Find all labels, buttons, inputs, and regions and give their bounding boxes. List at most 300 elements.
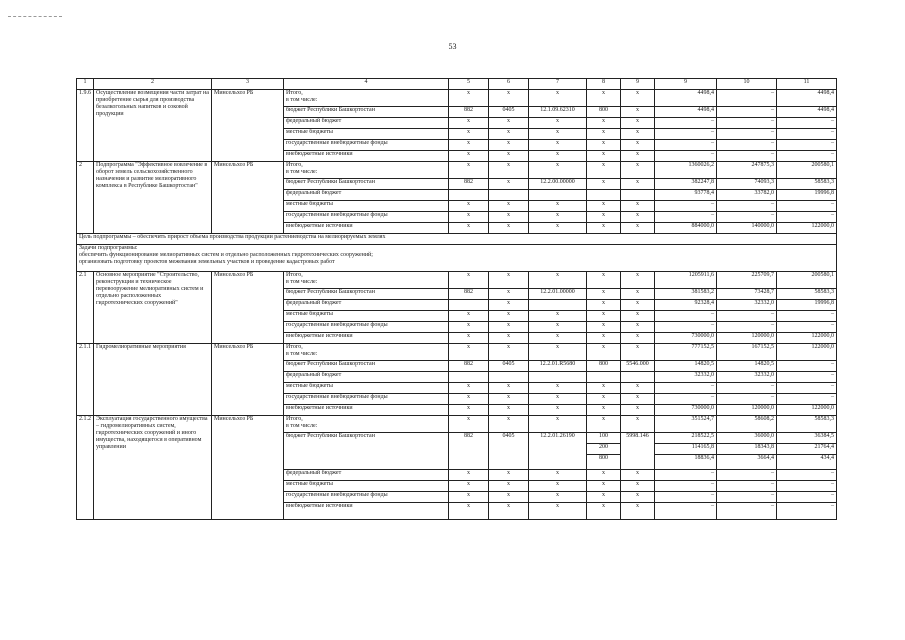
table-cell: федеральный бюджет: [284, 372, 449, 383]
table-cell: –: [717, 212, 777, 223]
table-cell: местные бюджеты: [284, 201, 449, 212]
table-cell: x: [489, 311, 529, 322]
table-cell: x: [621, 394, 655, 405]
goal-row: [77, 234, 837, 245]
table-cell: x: [489, 492, 529, 503]
table-cell: x: [621, 212, 655, 223]
header-row: [77, 79, 837, 90]
table-cell: x: [587, 140, 621, 151]
table-cell: x: [449, 470, 489, 481]
table-cell: 200: [587, 444, 621, 455]
table-cell: 4498,4: [777, 90, 837, 107]
table-cell: x: [587, 481, 621, 492]
table-cell: бюджет Республики Башкортостан: [284, 433, 449, 470]
table-cell: x: [449, 322, 489, 333]
table-cell: 4498,4: [655, 90, 717, 107]
table-cell: x: [449, 311, 489, 322]
table-cell: –: [717, 322, 777, 333]
table-cell: x: [449, 90, 489, 107]
table-cell: x: [449, 416, 489, 433]
header-cell: 9: [621, 79, 655, 90]
table-cell: x: [449, 162, 489, 179]
table-cell: –: [777, 322, 837, 333]
table-cell: 167152,5: [717, 344, 777, 361]
table-cell: –: [777, 481, 837, 492]
table-cell: x: [621, 405, 655, 416]
table-cell: –: [777, 151, 837, 162]
table-cell: x: [489, 140, 529, 151]
table-cell: x: [621, 416, 655, 433]
table-cell: 12.1.09.62310: [529, 107, 587, 118]
table-cell: бюджет Республики Башкортостан: [284, 107, 449, 118]
table-cell: –: [717, 383, 777, 394]
header-cell: 9: [655, 79, 717, 90]
item-name: Подпрограмма "Эффективное вовлечение в оборот земель сельскохозяйственного назначения и развитие мелиоративного комплекса в Республике Башкортостан": [94, 162, 212, 234]
table-cell: 58608,2: [717, 416, 777, 433]
table-row: [77, 416, 837, 433]
table-cell: –: [717, 481, 777, 492]
header-cell: 10: [717, 79, 777, 90]
table-cell: x: [621, 344, 655, 361]
item-number: 2.1: [77, 272, 94, 344]
table-cell: федеральный бюджет: [284, 300, 449, 311]
table-cell: x: [489, 503, 529, 520]
table-cell: x: [489, 223, 529, 234]
table-cell: 777152,5: [655, 344, 717, 361]
table-cell: –: [655, 503, 717, 520]
table-cell: 200580,1: [777, 162, 837, 179]
table-cell: x: [529, 118, 587, 129]
table-cell: –: [717, 470, 777, 481]
table-cell: x: [489, 481, 529, 492]
table-cell: –: [655, 311, 717, 322]
table-cell: 800: [587, 107, 621, 118]
table-cell: 58583,3: [777, 289, 837, 300]
table-cell: государственные внебюджетные фонды: [284, 140, 449, 151]
table-cell: x: [621, 272, 655, 289]
table-cell: –: [655, 118, 717, 129]
table-cell: 800: [587, 455, 621, 470]
table-cell: –: [717, 311, 777, 322]
table-cell: x: [621, 333, 655, 344]
table-cell: x: [449, 140, 489, 151]
table-cell: x: [587, 322, 621, 333]
table-cell: x: [489, 179, 529, 190]
table-cell: 32332,0: [655, 372, 717, 383]
table-cell: x: [449, 405, 489, 416]
table-cell: x: [489, 90, 529, 107]
table-row: [77, 90, 837, 107]
table-cell: 200580,1: [777, 272, 837, 289]
table-cell: –: [717, 151, 777, 162]
tasks-text: Задачи подпрограммы: обеспечить функционирование мелиоративных систем и отдельно расположенных гидротехнических сооружений; организовать подготовку проектов межевания земельных участков и проведение кадастровых работ: [77, 245, 837, 272]
table-cell: x: [529, 151, 587, 162]
table-cell: x: [529, 140, 587, 151]
table-cell: 882: [449, 433, 489, 470]
table-cell: x: [587, 333, 621, 344]
header-cell: 8: [587, 79, 621, 90]
table-cell: –: [777, 503, 837, 520]
table-cell: 351524,7: [655, 416, 717, 433]
table-cell: внебюджетные источники: [284, 151, 449, 162]
table-cell: 73428,7: [717, 289, 777, 300]
table-cell: [587, 190, 621, 201]
table-cell: x: [621, 223, 655, 234]
table-row: [77, 272, 837, 289]
table-cell: –: [655, 383, 717, 394]
table-cell: –: [717, 140, 777, 151]
table-cell: x: [587, 300, 621, 311]
table-cell: x: [587, 470, 621, 481]
table-cell: –: [655, 470, 717, 481]
table-cell: 14820,5: [655, 361, 717, 372]
item-executor: Минсельхоз РБ: [212, 90, 284, 162]
table-cell: –: [777, 201, 837, 212]
table-cell: x: [529, 470, 587, 481]
table-cell: x: [529, 503, 587, 520]
table-cell: x: [449, 151, 489, 162]
item-executor: Минсельхоз РБ: [212, 416, 284, 520]
table-cell: 32332,0: [717, 372, 777, 383]
table-cell: 114165,8: [655, 444, 717, 455]
budget-table: [76, 78, 837, 520]
table-cell: x: [489, 344, 529, 361]
header-cell: 1: [77, 79, 94, 90]
table-cell: x: [529, 481, 587, 492]
table-cell: 18836,4: [655, 455, 717, 470]
item-number: 2: [77, 162, 94, 234]
table-cell: 381583,2: [655, 289, 717, 300]
table-cell: x: [621, 311, 655, 322]
table-cell: 882: [449, 179, 489, 190]
table-cell: 0405: [489, 107, 529, 118]
table-cell: 247875,3: [717, 162, 777, 179]
header-cell: 6: [489, 79, 529, 90]
table-cell: 36384,5: [777, 433, 837, 444]
table-row: [77, 344, 837, 361]
table-cell: x: [489, 151, 529, 162]
item-name: Осуществление возмещения части затрат на приобретение сырья для производства безалкогольных напитков и соковой продукции: [94, 90, 212, 162]
item-name: Основное мероприятие "Строительство, реконструкция и техническое перевооружение мелиоративных систем и отдельно расположенных гидротехнических сооружений": [94, 272, 212, 344]
table-cell: x: [621, 107, 655, 118]
table-cell: –: [717, 118, 777, 129]
table-cell: 120000,0: [717, 405, 777, 416]
table-cell: x: [587, 416, 621, 433]
table-cell: 19996,8: [777, 190, 837, 201]
table-cell: Итого, в том числе:: [284, 416, 449, 433]
table-cell: 5998.146: [621, 433, 655, 470]
table-cell: x: [587, 394, 621, 405]
table-cell: 18343,8: [717, 444, 777, 455]
table-cell: –: [777, 372, 837, 383]
table-cell: x: [529, 492, 587, 503]
table-cell: x: [587, 405, 621, 416]
table-cell: x: [621, 492, 655, 503]
table-cell: 4498,4: [777, 107, 837, 118]
table-cell: 12.2.01.R5680: [529, 361, 587, 372]
table-cell: x: [621, 118, 655, 129]
table-cell: x: [449, 333, 489, 344]
table-cell: x: [529, 90, 587, 107]
table-cell: x: [529, 333, 587, 344]
header-cell: 7: [529, 79, 587, 90]
table-cell: 800: [587, 361, 621, 372]
table-cell: x: [529, 394, 587, 405]
table-cell: 0405: [489, 361, 529, 372]
table-cell: x: [449, 503, 489, 520]
table-cell: 100: [587, 433, 621, 444]
table-cell: x: [621, 129, 655, 140]
table-cell: –: [655, 394, 717, 405]
table-cell: x: [587, 503, 621, 520]
table-cell: 12.2.00.00000: [529, 179, 587, 190]
table-cell: [489, 372, 529, 383]
table-cell: x: [529, 223, 587, 234]
table-cell: [621, 190, 655, 201]
table-cell: x: [449, 118, 489, 129]
table-cell: –: [717, 107, 777, 118]
table-cell: 434,4: [777, 455, 837, 470]
corner-scribble: [8, 16, 62, 18]
table-cell: 882: [449, 107, 489, 118]
page-number: 53: [448, 42, 457, 51]
table-cell: –: [717, 394, 777, 405]
table-cell: x: [587, 118, 621, 129]
table-cell: x: [529, 162, 587, 179]
table-cell: –: [777, 470, 837, 481]
table-cell: 140000,0: [717, 223, 777, 234]
table-cell: x: [489, 383, 529, 394]
table-cell: 1360026,2: [655, 162, 717, 179]
table-cell: x: [489, 162, 529, 179]
table-cell: x: [587, 383, 621, 394]
table-cell: 33782,0: [717, 190, 777, 201]
table-cell: внебюджетные источники: [284, 223, 449, 234]
table-cell: 120000,0: [717, 333, 777, 344]
table-cell: местные бюджеты: [284, 481, 449, 492]
table-cell: [529, 190, 587, 201]
table-cell: –: [777, 129, 837, 140]
table-cell: x: [621, 300, 655, 311]
table-cell: 12.2.01.26190: [529, 433, 587, 470]
table-cell: внебюджетные источники: [284, 333, 449, 344]
table-cell: –: [777, 361, 837, 372]
header-cell: 2: [94, 79, 212, 90]
table-cell: 122000,0: [777, 344, 837, 361]
table-cell: –: [717, 201, 777, 212]
table-cell: x: [489, 129, 529, 140]
table-cell: [489, 190, 529, 201]
table-cell: бюджет Республики Башкортостан: [284, 289, 449, 300]
item-name: Эксплуатация государственного имущества – гидромелиоративных систем, гидротехнических сооружений и иного имущества, находящегося в оперативном управлении: [94, 416, 212, 520]
table-cell: x: [529, 129, 587, 140]
table-cell: x: [621, 289, 655, 300]
table-cell: федеральный бюджет: [284, 118, 449, 129]
table-cell: 225709,7: [717, 272, 777, 289]
table-cell: x: [621, 322, 655, 333]
table-cell: 382247,8: [655, 179, 717, 190]
table-cell: x: [489, 470, 529, 481]
table-cell: федеральный бюджет: [284, 190, 449, 201]
table-cell: 1205911,6: [655, 272, 717, 289]
table-cell: x: [449, 212, 489, 223]
table-cell: 122000,0: [777, 223, 837, 234]
table-cell: –: [717, 90, 777, 107]
table-cell: x: [587, 179, 621, 190]
table-cell: 93778,4: [655, 190, 717, 201]
table-cell: 730000,0: [655, 333, 717, 344]
header-cell: 3: [212, 79, 284, 90]
table-cell: 74093,3: [717, 179, 777, 190]
table-cell: –: [655, 492, 717, 503]
table-cell: x: [529, 322, 587, 333]
table-cell: 882: [449, 289, 489, 300]
table-cell: x: [529, 212, 587, 223]
table-cell: x: [587, 151, 621, 162]
table-cell: Итого, в том числе:: [284, 272, 449, 289]
table-cell: 0405: [489, 433, 529, 470]
table-cell: –: [777, 212, 837, 223]
table-cell: федеральный бюджет: [284, 470, 449, 481]
table-cell: x: [529, 201, 587, 212]
table-row: [77, 162, 837, 179]
table-cell: x: [621, 481, 655, 492]
table-cell: x: [529, 383, 587, 394]
table-cell: Итого, в том числе:: [284, 162, 449, 179]
table-cell: x: [489, 416, 529, 433]
table-cell: [587, 372, 621, 383]
table-cell: x: [449, 481, 489, 492]
table-cell: 36000,0: [717, 433, 777, 444]
table-cell: x: [587, 162, 621, 179]
item-name: Гидромелиоративные мероприятия: [94, 344, 212, 416]
table-cell: x: [621, 383, 655, 394]
table-cell: x: [489, 272, 529, 289]
item-executor: Минсельхоз РБ: [212, 344, 284, 416]
table-cell: –: [777, 492, 837, 503]
table-cell: x: [529, 416, 587, 433]
table-cell: 5546.000: [621, 361, 655, 372]
table-cell: –: [717, 492, 777, 503]
table-cell: государственные внебюджетные фонды: [284, 322, 449, 333]
table-cell: –: [777, 383, 837, 394]
table-cell: x: [621, 201, 655, 212]
table-cell: x: [587, 311, 621, 322]
table-cell: x: [449, 223, 489, 234]
table-cell: –: [655, 481, 717, 492]
table-cell: x: [587, 90, 621, 107]
header-cell: 5: [449, 79, 489, 90]
table-cell: –: [655, 322, 717, 333]
table-cell: x: [489, 118, 529, 129]
table-cell: x: [529, 272, 587, 289]
table-cell: x: [587, 289, 621, 300]
table-cell: x: [587, 201, 621, 212]
table-cell: x: [449, 201, 489, 212]
tasks-row: [77, 245, 837, 272]
table-cell: 58583,3: [777, 416, 837, 433]
table-cell: местные бюджеты: [284, 129, 449, 140]
table-cell: x: [621, 179, 655, 190]
table-cell: x: [449, 272, 489, 289]
table-cell: x: [587, 212, 621, 223]
table-cell: x: [449, 129, 489, 140]
table-cell: –: [717, 129, 777, 140]
table-cell: x: [621, 140, 655, 151]
table-cell: x: [587, 492, 621, 503]
table-cell: 882: [449, 361, 489, 372]
table-cell: [449, 190, 489, 201]
goal-text: Цель подпрограммы – обеспечить прирост объема производства продукции растениеводства на мелиорируемых землях: [77, 234, 837, 245]
table-cell: x: [587, 223, 621, 234]
table-cell: внебюджетные источники: [284, 405, 449, 416]
table-cell: 4498,4: [655, 107, 717, 118]
table-cell: 21764,4: [777, 444, 837, 455]
table-cell: [621, 372, 655, 383]
table-cell: внебюджетные источники: [284, 503, 449, 520]
table-cell: бюджет Республики Башкортостан: [284, 179, 449, 190]
table-cell: x: [489, 201, 529, 212]
table-cell: x: [489, 300, 529, 311]
table-cell: государственные внебюджетные фонды: [284, 212, 449, 223]
table-cell: x: [587, 344, 621, 361]
table-cell: –: [777, 140, 837, 151]
table-cell: местные бюджеты: [284, 383, 449, 394]
item-number: 2.1.1: [77, 344, 94, 416]
table-cell: Итого, в том числе:: [284, 90, 449, 107]
table-cell: x: [449, 383, 489, 394]
table-cell: x: [587, 272, 621, 289]
table-cell: Итого, в том числе:: [284, 344, 449, 361]
item-executor: Минсельхоз РБ: [212, 162, 284, 234]
table-cell: 12.2.01.00000: [529, 289, 587, 300]
item-number: 2.1.2: [77, 416, 94, 520]
header-cell: 11: [777, 79, 837, 90]
table-cell: 32332,0: [717, 300, 777, 311]
table-cell: –: [655, 212, 717, 223]
table-cell: 92328,4: [655, 300, 717, 311]
table-cell: –: [655, 151, 717, 162]
table-cell: [449, 300, 489, 311]
item-number: 1.9.6: [77, 90, 94, 162]
table-cell: x: [621, 162, 655, 179]
table-cell: x: [621, 470, 655, 481]
table-cell: x: [489, 333, 529, 344]
table-cell: –: [777, 394, 837, 405]
table-cell: государственные внебюджетные фонды: [284, 394, 449, 405]
table-cell: 884000,0: [655, 223, 717, 234]
table-cell: –: [717, 503, 777, 520]
table-cell: –: [777, 311, 837, 322]
table-cell: 122000,0: [777, 405, 837, 416]
table-cell: [529, 300, 587, 311]
table-cell: –: [777, 118, 837, 129]
table-cell: –: [655, 140, 717, 151]
table-cell: 58583,3: [777, 179, 837, 190]
table-cell: x: [489, 394, 529, 405]
table-cell: x: [621, 90, 655, 107]
table-cell: x: [449, 492, 489, 503]
item-executor: Минсельхоз РБ: [212, 272, 284, 344]
table-cell: x: [529, 311, 587, 322]
table-cell: x: [489, 289, 529, 300]
table-cell: x: [621, 151, 655, 162]
table-cell: 19996,8: [777, 300, 837, 311]
table-cell: бюджет Республики Башкортостан: [284, 361, 449, 372]
table-cell: x: [449, 344, 489, 361]
table-cell: 122000,0: [777, 333, 837, 344]
table-cell: x: [529, 344, 587, 361]
